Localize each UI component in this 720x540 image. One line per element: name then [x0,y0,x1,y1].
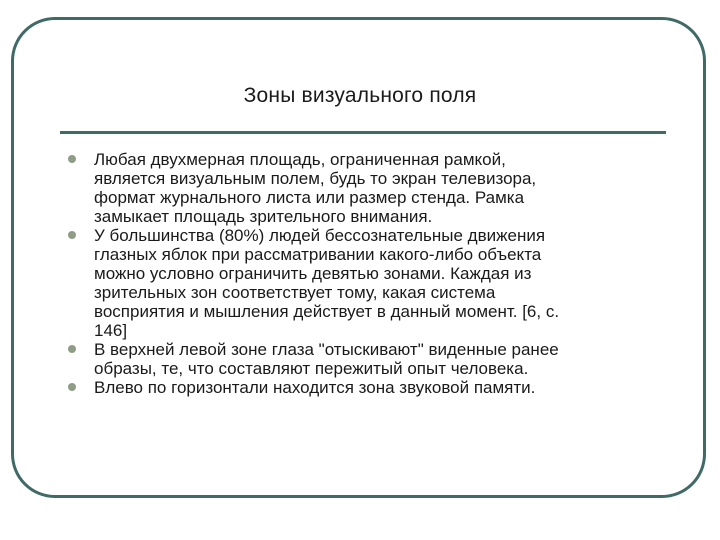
bullet-text-line: У большинства (80%) людей бессознательные движения [94,226,546,245]
bullet-marker-icon [68,345,76,353]
bullet-item [60,340,660,378]
bullet-text-line: зрительных зон соответствует тому, какая система [94,283,496,302]
bullet-item [60,150,660,226]
bullet-item [60,226,660,340]
bullet-text-line: В верхней левой зоне глаза "отыскивают" виденные ранее [94,340,559,359]
bullet-list [60,150,660,397]
bullet-text-line: является визуальным полем, будь то экран телевизора, [94,169,537,188]
bullet-item [60,378,660,397]
bullet-text-line: Влево по горизонтали находится зона звуковой памяти. [94,378,536,397]
bullet-text-line: 146] [94,321,128,340]
bullet-marker-icon [68,383,76,391]
bullet-text-line: замыкает площадь зрительного внимания. [94,207,433,226]
bullet-text-line: глазных яблок при рассматривании какого-либо объекта [94,245,542,264]
title-divider [60,131,666,134]
bullet-text-line: Любая двухмерная площадь, ограниченная рамкой, [94,150,506,169]
bullet-text-line: формат журнального листа или размер стенда. Рамка [94,188,525,207]
bullet-text-line: можно условно ограничить девятью зонами. Каждая из [94,264,532,283]
slide-title: Зоны визуального поля [243,84,477,107]
bullet-marker-icon [68,231,76,239]
bullet-marker-icon [68,155,76,163]
bullet-text-line: образы, те, что составляют пережитый опыт человека. [94,359,529,378]
bullet-text-line: восприятия и мышления действует в данный момент. [6, с. [94,302,560,321]
